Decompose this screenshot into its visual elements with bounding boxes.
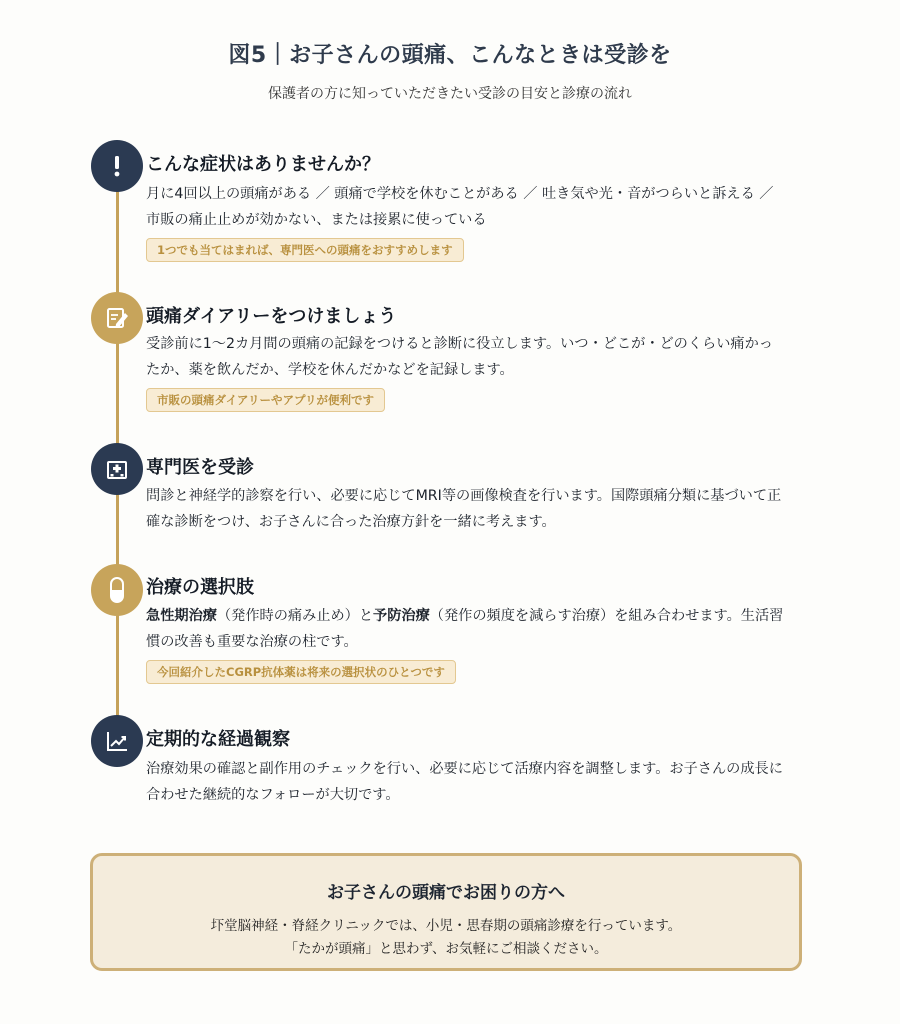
step-title: 治療の選択肢 bbox=[146, 577, 254, 598]
step-title: こんな症状はありませんか？ bbox=[146, 154, 380, 175]
step-title: 頭痛ダイアリーをつけましょう bbox=[146, 306, 397, 327]
exclamation-icon bbox=[91, 140, 143, 192]
step-body-text: （発作の頻度を減らす治療）を組み合わせます。生活習 bbox=[429, 608, 784, 624]
chart-trend-icon bbox=[91, 715, 143, 767]
step-body-text: （発作時の痛み止め）と bbox=[216, 608, 374, 624]
clinic-info-line: 圷堂脳神経・脊経クリニックでは、小児・思春期の頭痛診療を行っています。 bbox=[210, 918, 682, 934]
page-subtitle: 保護者の方に知っていただきたい受診の目安と診療の流れ bbox=[268, 86, 632, 102]
step-title: 専門医を受診 bbox=[146, 457, 254, 478]
step-body bbox=[146, 756, 816, 808]
step-body-line: 治療効果の確認と副作用のチェックを行い、必要に応じて活療内容を調整します。お子さんの成長に bbox=[146, 761, 783, 777]
diary-icon bbox=[91, 292, 143, 344]
step-title: 定期的な経過観察 bbox=[146, 729, 290, 750]
preventive-treatment-label: 予防治療 bbox=[373, 608, 430, 624]
step-body-line: たか、薬を飲んだか、学校を休んだかなどを記録します。 bbox=[146, 362, 514, 378]
step-body-line: 慣の改善も重要な治療の柱です。 bbox=[146, 634, 358, 650]
step-tag: 1つでも当てはまれば、専門医への頭痛をおすすめします bbox=[146, 238, 464, 262]
clinic-info-box bbox=[90, 853, 802, 971]
step-body bbox=[146, 603, 816, 655]
step-body-line: 月に4回以上の頭痛がある ／ 頭痛で学校を休むことがある ／ 吐き気や光・音がつらいと訴える ／ bbox=[146, 186, 774, 202]
step-body-line: 受診前に1〜2カ月間の頭痛の記録をつけると診断に役立します。いつ・どこが・どのくらい痛かっ bbox=[146, 336, 773, 352]
step-body-line: 確な診断をつけ、お子さんに合った治療方針を一緒に考えます。 bbox=[146, 514, 556, 530]
step-body-line: 市販の痛止止めが効かない、または接累に使っている bbox=[146, 212, 487, 228]
clinic-info-line: 「たかが頭痛」と思わず、お気軽にご相談ください。 bbox=[284, 941, 608, 957]
step-body bbox=[146, 331, 816, 383]
step-body bbox=[146, 483, 816, 535]
capsule-icon bbox=[91, 564, 143, 616]
page-title: 図5｜お子さんの頭痛、こんなときは受診を bbox=[228, 43, 672, 68]
acute-treatment-label: 急性期治療 bbox=[146, 608, 217, 624]
step-tag: 今回紹介したCGRP抗体薬は将来の選択状のひとつです bbox=[146, 660, 456, 684]
clinic-info-title: お子さんの頭痛でお困りの方へ bbox=[327, 883, 565, 903]
step-body-line: 問診と神経学的診察を行い、必要に応じてMRI等の画像検査を行います。国際頭痛分類に基づいて正 bbox=[146, 488, 782, 504]
header bbox=[0, 38, 900, 103]
step-body-line: 合わせた継続的なフォローが大切です。 bbox=[146, 787, 400, 803]
step-tag: 市販の頭痛ダイアリーやアプリが便利です bbox=[146, 388, 385, 412]
step-body-line bbox=[146, 603, 816, 629]
step-body bbox=[146, 181, 816, 233]
hospital-icon bbox=[91, 443, 143, 495]
